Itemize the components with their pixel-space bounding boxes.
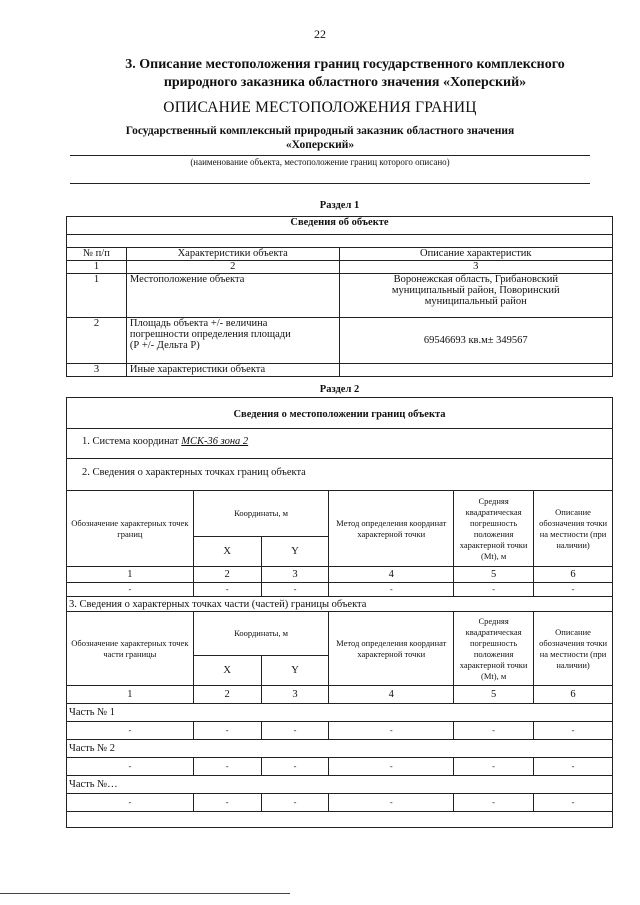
dash-cell: - [329,758,454,776]
part-label: Часть № 2 [67,740,613,758]
numbering-cell: 2 [193,686,261,704]
spacer-row [67,235,613,248]
dash-cell: - [67,583,194,597]
dash-cell: - [67,794,194,812]
dash-cell: - [261,583,329,597]
section-heading-line1: 3. Описание местоположения границ государственного комплексного [125,57,565,72]
coordinate-system-line [82,436,248,447]
section2-title: Раздел 2 [319,384,360,395]
table-row [67,722,613,740]
item2-text: 2. Сведения о характерных точках границ объекта [82,467,306,478]
numbering-cell: 2 [193,567,261,583]
divider [66,428,613,429]
section-heading [105,56,585,92]
dash-cell: - [193,794,261,812]
numbering-cell: 3 [339,261,612,274]
col-header-x: X [193,656,261,686]
row-name-line: Площадь объекта +/- величина [129,318,268,329]
row-name-line: (Р +/- Дельта Р) [129,340,200,351]
part-label: Часть № 1 [67,704,613,722]
col-header-coordinates: Координаты, м [193,491,329,537]
dash-cell: - [193,583,261,597]
row-description: 69546693 кв.м± 349567 [339,318,612,364]
col-header-method: Метод определения координат характерной точки [329,612,454,686]
table-row [67,794,613,812]
table-row [67,318,613,364]
col-header-y: Y [261,656,329,686]
row-description-line: муниципальный район, Поворинский [391,285,560,296]
dash-cell: - [534,794,613,812]
boundary-points-table [66,490,613,812]
dash-cell: - [67,722,194,740]
dash-cell: - [193,722,261,740]
coordinate-system-value: МСК-36 зона 2 [181,436,249,447]
numbering-cell: 1 [67,567,194,583]
numbering-cell: 2 [126,261,339,274]
col-header-description: Описание обозначения точки на местности (при наличии) [534,491,613,567]
section1-table-title: Сведения об объекте [67,217,613,235]
dash-cell: - [329,583,454,597]
header-characteristics: Характеристики объекта [126,248,339,261]
title-underline [70,155,590,156]
col-header-method: Метод определения координат характерной точки [329,491,454,567]
dash-cell: - [454,583,534,597]
section-heading-line2: природного заказника областного значения «Хоперский» [163,75,527,90]
row-description [339,274,612,318]
row-number: 1 [67,274,127,318]
col-header-error: Средняя квадратическая погрешность положения характерной точки (Mt), м [454,612,534,686]
section1-title: Раздел 1 [319,200,360,211]
document-subtitle [70,124,570,152]
numbering-cell: 6 [534,567,613,583]
part-label: Часть №… [67,776,613,794]
numbering-cell: 1 [67,686,194,704]
col-header-part-points: Обозначение характерных точек части границы [67,612,194,686]
dash-cell: - [261,722,329,740]
dash-cell: - [534,722,613,740]
subtitle-line2: «Хоперский» [285,139,355,151]
row-description-line: Воронежская область, Грибановский [393,274,558,285]
row-description-line: муниципальный район [424,296,527,307]
numbering-cell: 3 [261,567,329,583]
divider [66,458,613,459]
col-header-error: Средняя квадратическая погрешность положения характерной точки (Mt), м [454,491,534,567]
table-row [67,274,613,318]
dash-cell: - [261,794,329,812]
numbering-cell: 5 [454,567,534,583]
row-number: 3 [67,364,127,377]
row-number: 2 [67,318,127,364]
dash-cell: - [193,758,261,776]
dash-cell: - [534,583,613,597]
row-name [126,318,339,364]
blank-line [70,183,590,184]
dash-cell: - [261,758,329,776]
object-info-table [66,216,613,377]
numbering-cell: 5 [454,686,534,704]
item3-text: 3. Сведения о характерных точках части (частей) границы объекта [67,597,613,612]
col-header-x: X [193,537,261,567]
header-description: Описание характеристик [339,248,612,261]
numbering-cell: 4 [329,567,454,583]
title-note: (наименование объекта, местоположение границ которого описано) [190,157,450,167]
header-number: № п/п [67,248,127,261]
dash-cell: - [329,722,454,740]
row-name: Иные характеристики объекта [126,364,339,377]
dash-cell: - [454,794,534,812]
dash-cell: - [454,758,534,776]
numbering-cell: 3 [261,686,329,704]
dash-cell: - [534,758,613,776]
table-row [67,583,613,597]
numbering-cell: 6 [534,686,613,704]
footnote-line [0,893,290,894]
dash-cell: - [329,794,454,812]
row-name: Местоположение объекта [126,274,339,318]
dash-cell: - [454,722,534,740]
dash-cell: - [67,758,194,776]
col-header-coordinates: Координаты, м [193,612,329,656]
document-title: ОПИСАНИЕ МЕСТОПОЛОЖЕНИЯ ГРАНИЦ [163,99,477,116]
numbering-cell: 1 [67,261,127,274]
table-row [67,364,613,377]
table-row [67,758,613,776]
page-number: 22 [314,27,326,41]
col-header-y: Y [261,537,329,567]
section2-table-title: Сведения о местоположении границ объекта [233,409,446,420]
subtitle-line1: Государственный комплексный природный заказник областного значения [125,125,515,137]
col-header-points: Обозначение характерных точек границ [67,491,194,567]
row-description [339,364,612,377]
coordinate-system-label: 1. Система координат [82,436,182,447]
col-header-description: Описание обозначения точки на местности (при наличии) [534,612,613,686]
numbering-cell: 4 [329,686,454,704]
row-name-line: погрешности определения площади [129,329,291,340]
